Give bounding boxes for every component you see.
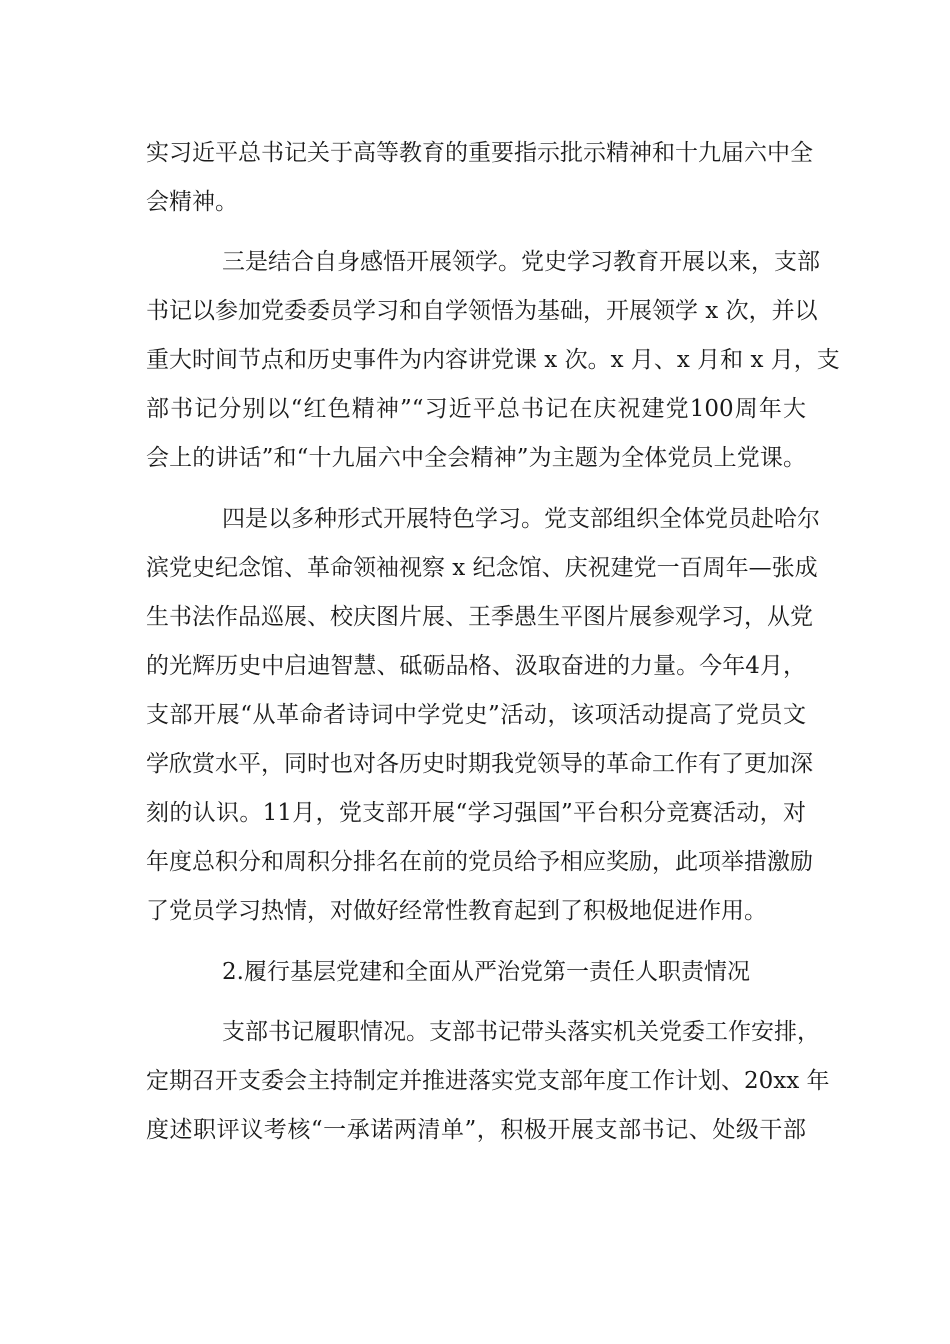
text-line: 会上的讲话”和“十九届六中全会精神”为主题为全体党员上党课。: [146, 445, 806, 471]
text-line: 刻的认识。11月，党支部开展“学习强国”平台积分竞赛活动，对: [146, 800, 806, 826]
text-line: 实习近平总书记关于高等教育的重要指示批示精神和十九届六中全: [146, 140, 813, 166]
text-line: 学欣赏水平，同时也对各历史时期我党领导的革命工作有了更加深: [146, 751, 813, 777]
text-line: 年度总积分和周积分排名在前的党员给予相应奖励，此项举措激励: [146, 849, 813, 875]
text-line: 定期召开支委会主持制定并推进落实党支部年度工作计划、20xx 年: [146, 1068, 830, 1094]
section-heading: 2.履行基层党建和全面从严治党第一责任人职责情况: [222, 959, 750, 985]
text-line: 了党员学习热情，对做好经常性教育起到了积极地促进作用。: [146, 898, 767, 924]
text-line: 部书记分别以“红色精神”“习近平总书记在庆祝建党100周年大: [146, 396, 806, 422]
paragraph-start-line: 四是以多种形式开展特色学习。党支部组织全体党员赴哈尔: [222, 506, 820, 532]
text-line: 会精神。: [146, 189, 238, 215]
paragraph-start-line: 三是结合自身感悟开展领学。党史学习教育开展以来，支部: [222, 249, 820, 275]
text-line: 滨党史纪念馆、革命领袖视察 x 纪念馆、庆祝建党一百周年—张成: [146, 555, 818, 581]
text-line: 书记以参加党委委员学习和自学领悟为基础，开展领学 x 次，并以: [146, 298, 818, 324]
paragraph-start-line: 支部书记履职情况。支部书记带头落实机关党委工作安排，: [222, 1019, 820, 1045]
text-line: 生书法作品巡展、校庆图片展、王季愚生平图片展参观学习，从党: [146, 604, 813, 630]
text-line: 度述职评议考核“一承诺两清单”，积极开展支部书记、处级干部: [146, 1117, 806, 1143]
text-line: 重大时间节点和历史事件为内容讲党课 x 次。x 月、x 月和 x 月，支: [146, 347, 840, 373]
text-line: 的光辉历史中启迪智慧、砥砺品格、汲取奋进的力量。今年4月，: [146, 653, 806, 679]
text-line: 支部开展“从革命者诗词中学党史”活动，该项活动提高了党员文: [146, 702, 806, 728]
